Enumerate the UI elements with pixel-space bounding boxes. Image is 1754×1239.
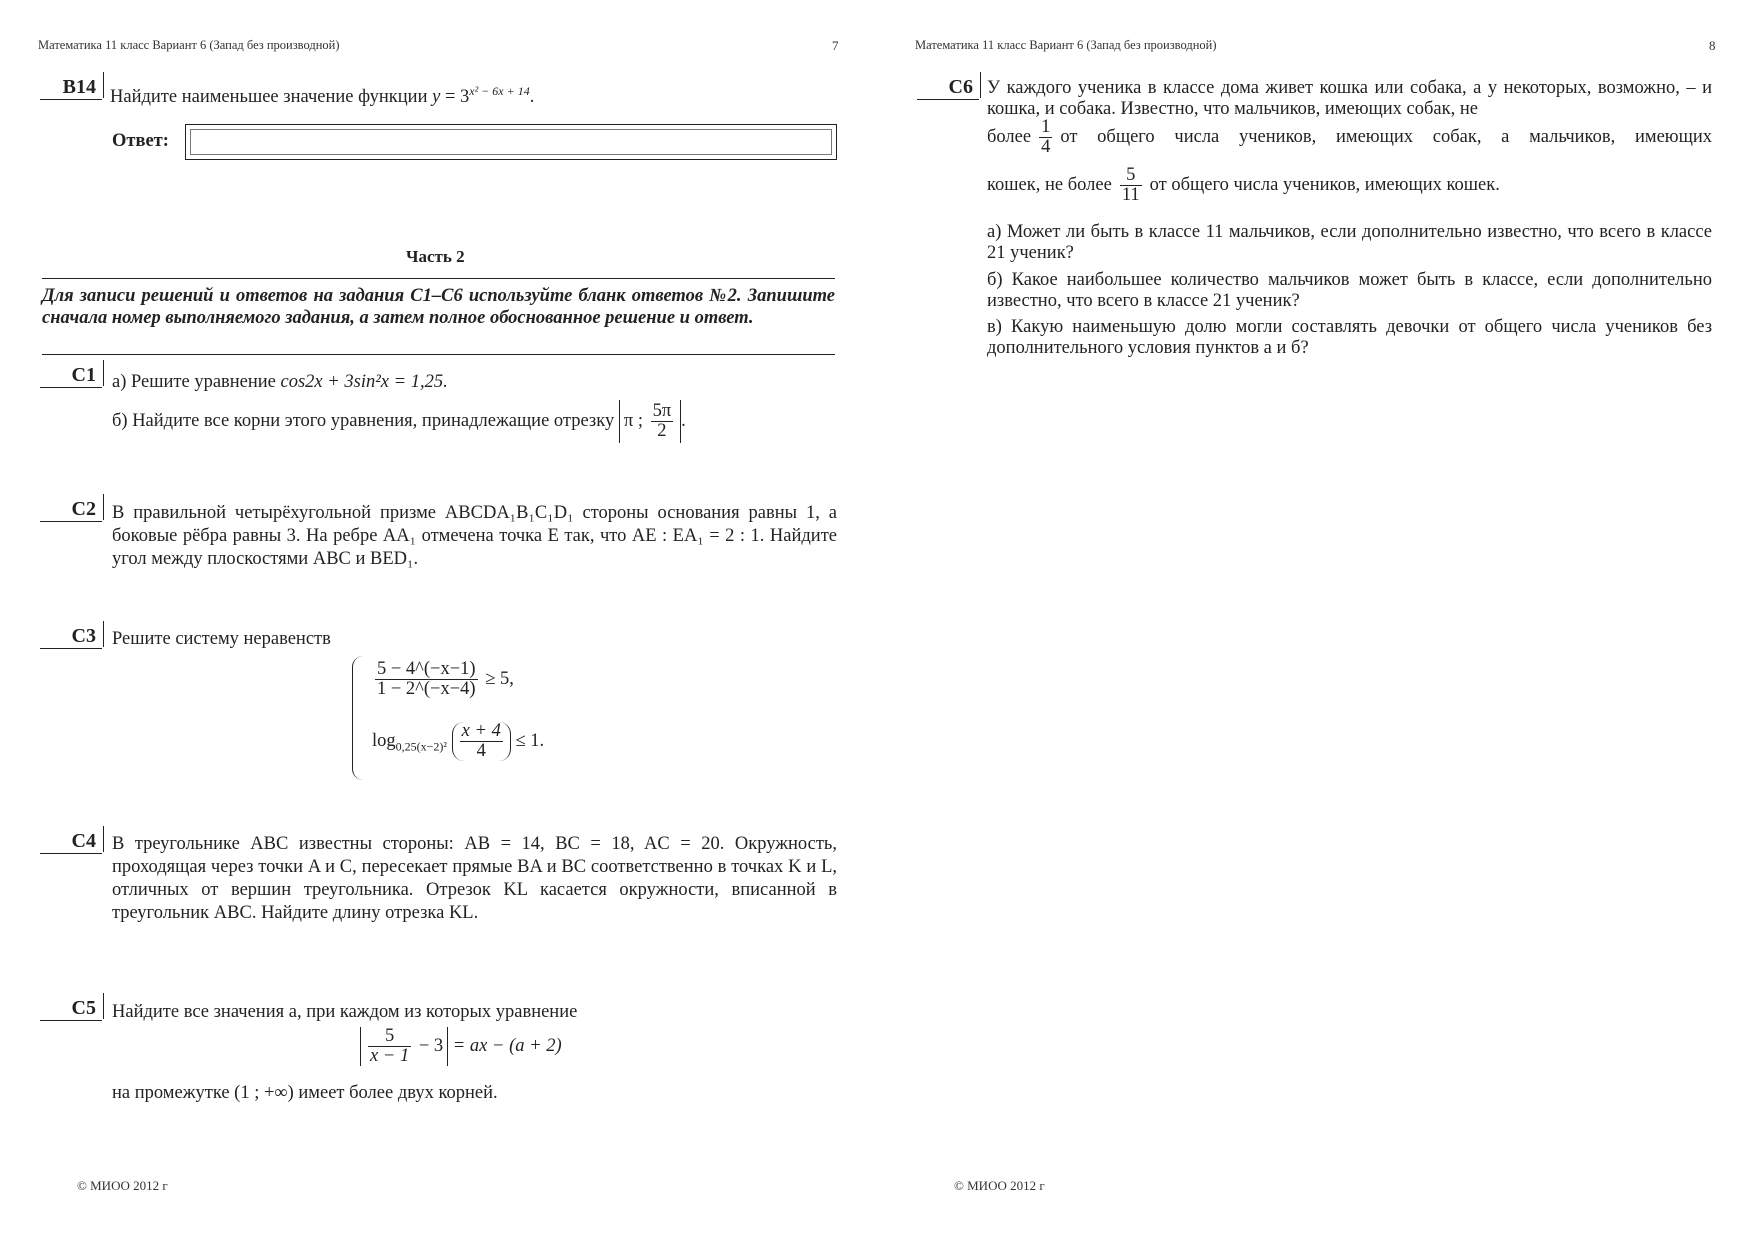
task-c2-tag: C2 <box>40 498 102 522</box>
task-c1-b: б) Найдите все корни этого уравнения, принадлежащие отрезку π ; $\frac{5\pi}{2}$ . <box>112 401 686 441</box>
task-c1-tag: C1 <box>40 364 102 388</box>
footer-right: © МИОО 2012 г <box>954 1178 1045 1193</box>
header-left: Математика 11 класс Вариант 6 (Запад без производной) <box>38 38 340 52</box>
task-c6-line-2: более $\frac{1}{4}$ от общего числа учеников, имеющих собак, а мальчиков, имеющих <box>987 117 1712 157</box>
answer-field[interactable] <box>185 124 837 160</box>
part2-instructions: Для записи решений и ответов на задания С1–С6 используйте бланк ответов №2. Запишите сначала номер выполняемого задания, а затем полное обоснованное решение и ответ. <box>42 286 835 328</box>
task-b14-text: Найдите наименьшее значение функции $y = 3^{x^2 - 6x + 14}$. <box>110 83 535 107</box>
part2-title: Часть 2 <box>406 247 465 266</box>
system-brace <box>352 656 363 780</box>
page-number-left: 7 <box>832 38 839 53</box>
task-c3-tag: C3 <box>40 625 102 649</box>
task-c6-question-b: б) Какое наибольшее количество мальчиков может быть в классе, если дополнительно известно, что всего в классе 21 ученик? <box>987 270 1712 311</box>
task-c6-intro: У каждого ученика в классе дома живет кошка или собака, а у некоторых, возможно, – и кошка, и собака. Известно, что мальчиков, имеющих собак, не <box>987 78 1712 119</box>
task-c6-line-3: кошек, не более $\frac{5}{11}$ от общего числа учеников, имеющих кошек. <box>987 165 1500 205</box>
task-b14-tag: B14 <box>40 76 102 100</box>
c3-inequality-1: $\frac{5 - 4\^{}(-x-1)}{1 - 2\^{}(-x-4)}$ ≥ 5, <box>377 659 514 699</box>
task-c1-a: а) Решите уравнение cos2x + 3sin²x = 1,25. <box>112 372 448 392</box>
task-c4-text: В треугольнике ABC известны стороны: AB = 14, BC = 18, AC = 20. Окружность, проходящая через точки A и C, пересекает прямые BA и BC соответственно в точках K и L, отличных от вершин треугольника. Отрезок KL касается окружности, вписанной в треугольник ABC. Найдите длину отрезка KL. <box>112 834 837 923</box>
task-c6-tag: C6 <box>917 76 979 100</box>
divider-top <box>42 278 835 279</box>
answer-label: Ответ: <box>112 131 169 151</box>
task-c6-question-c: в) Какую наименьшую долю могли составлять девочки от общего числа учеников без дополнительного условия пунктов а и б? <box>987 317 1712 358</box>
page-number-right: 8 <box>1709 38 1716 53</box>
page-right <box>877 0 1754 1239</box>
task-c6-question-a: а) Может ли быть в классе 11 мальчиков, если дополнительно известно, что всего в классе 21 ученик? <box>987 222 1712 263</box>
footer-left: © МИОО 2012 г <box>77 1178 168 1193</box>
task-c5-tag: C5 <box>40 997 102 1021</box>
header-right: Математика 11 класс Вариант 6 (Запад без производной) <box>915 38 1217 52</box>
task-c2-text: В правильной четырёхугольной призме ABCDA₁B₁C₁D₁ стороны основания равны 1, а боковые рёбра равны 3. На ребре AA₁ отмечена точка E так, что AE : EA₁ = 2 : 1. Найдите угол между плоскостями ABC и BED₁. <box>112 503 837 569</box>
task-c5-tail: на промежутке (1 ; +∞) имеет более двух корней. <box>112 1083 498 1103</box>
c5-equation: $\frac{5}{x - 1}$ − 3 = ax − (a + 2) <box>360 1027 562 1066</box>
task-c4-tag: C4 <box>40 830 102 854</box>
task-c3-text: Решите систему неравенств <box>112 629 331 649</box>
c3-inequality-2: $\log_{0,25(x-2)^2}$ $\frac{x + 4}{4}$ ≤ 1. <box>372 721 545 761</box>
divider-bottom <box>42 354 835 355</box>
task-c5-text: Найдите все значения a, при каждом из которых уравнение <box>112 1002 578 1022</box>
